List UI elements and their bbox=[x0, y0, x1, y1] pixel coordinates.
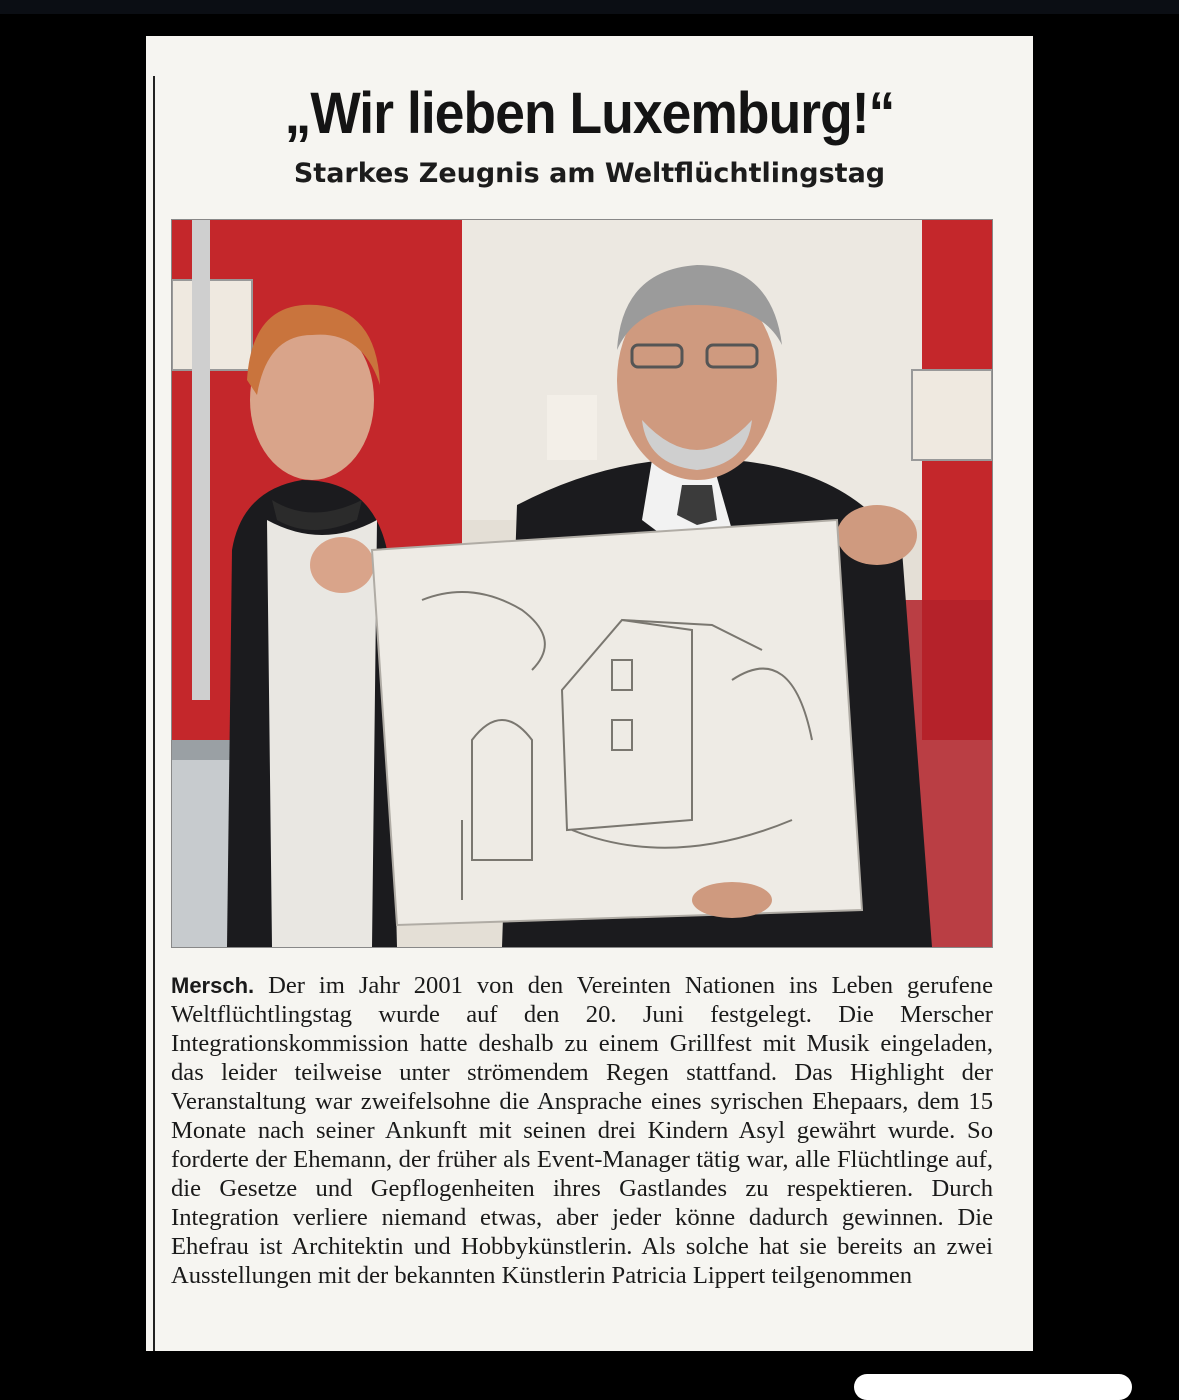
home-indicator[interactable] bbox=[854, 1374, 1132, 1400]
subheadline: Starkes Zeugnis am Weltflüchtlingstag bbox=[293, 158, 886, 189]
photo-illustration bbox=[172, 220, 992, 947]
status-bar bbox=[0, 0, 1179, 14]
newspaper-clipping bbox=[146, 36, 1033, 1351]
article-dateline: Mersch. bbox=[171, 973, 255, 998]
article-body bbox=[171, 971, 993, 1290]
article-photo bbox=[171, 219, 993, 948]
column-rule bbox=[153, 76, 155, 1351]
headline: „Wir lieben Luxemburg!“ bbox=[284, 81, 895, 146]
article-text: Der im Jahr 2001 von den Vereinten Nationen ins Leben gerufene Weltflüchtlingstag wurde auf den 20. Juni festgelegt. Die Merscher Integrationskommission hatte deshalb zu einem Grillfest mit Musik eingeladen, das leider teilweise unter strömendem Regen stattfand. Das Highlight der Veranstaltung war zweifelsohne die Ansprache eines syrischen Ehepaars, dem 15 Monate nach seiner Ankunft mit seinen drei Kindern Asyl gewährt wurde. So forderte der Ehemann, der früher als Event-Manager tätig war, alle Flüchtlinge auf, die Gesetze und Gepflogenheiten ihres Gastlandes zu respektieren. Durch Integration verliere niemand etwas, aber jeder könne dadurch gewinnen. Die Ehefrau ist Architektin und Hobbykünstlerin. Als solche hat sie bereits an zwei Ausstellungen mit der bekannten Künstlerin Patricia Lippert teilgenommen bbox=[171, 972, 993, 1289]
